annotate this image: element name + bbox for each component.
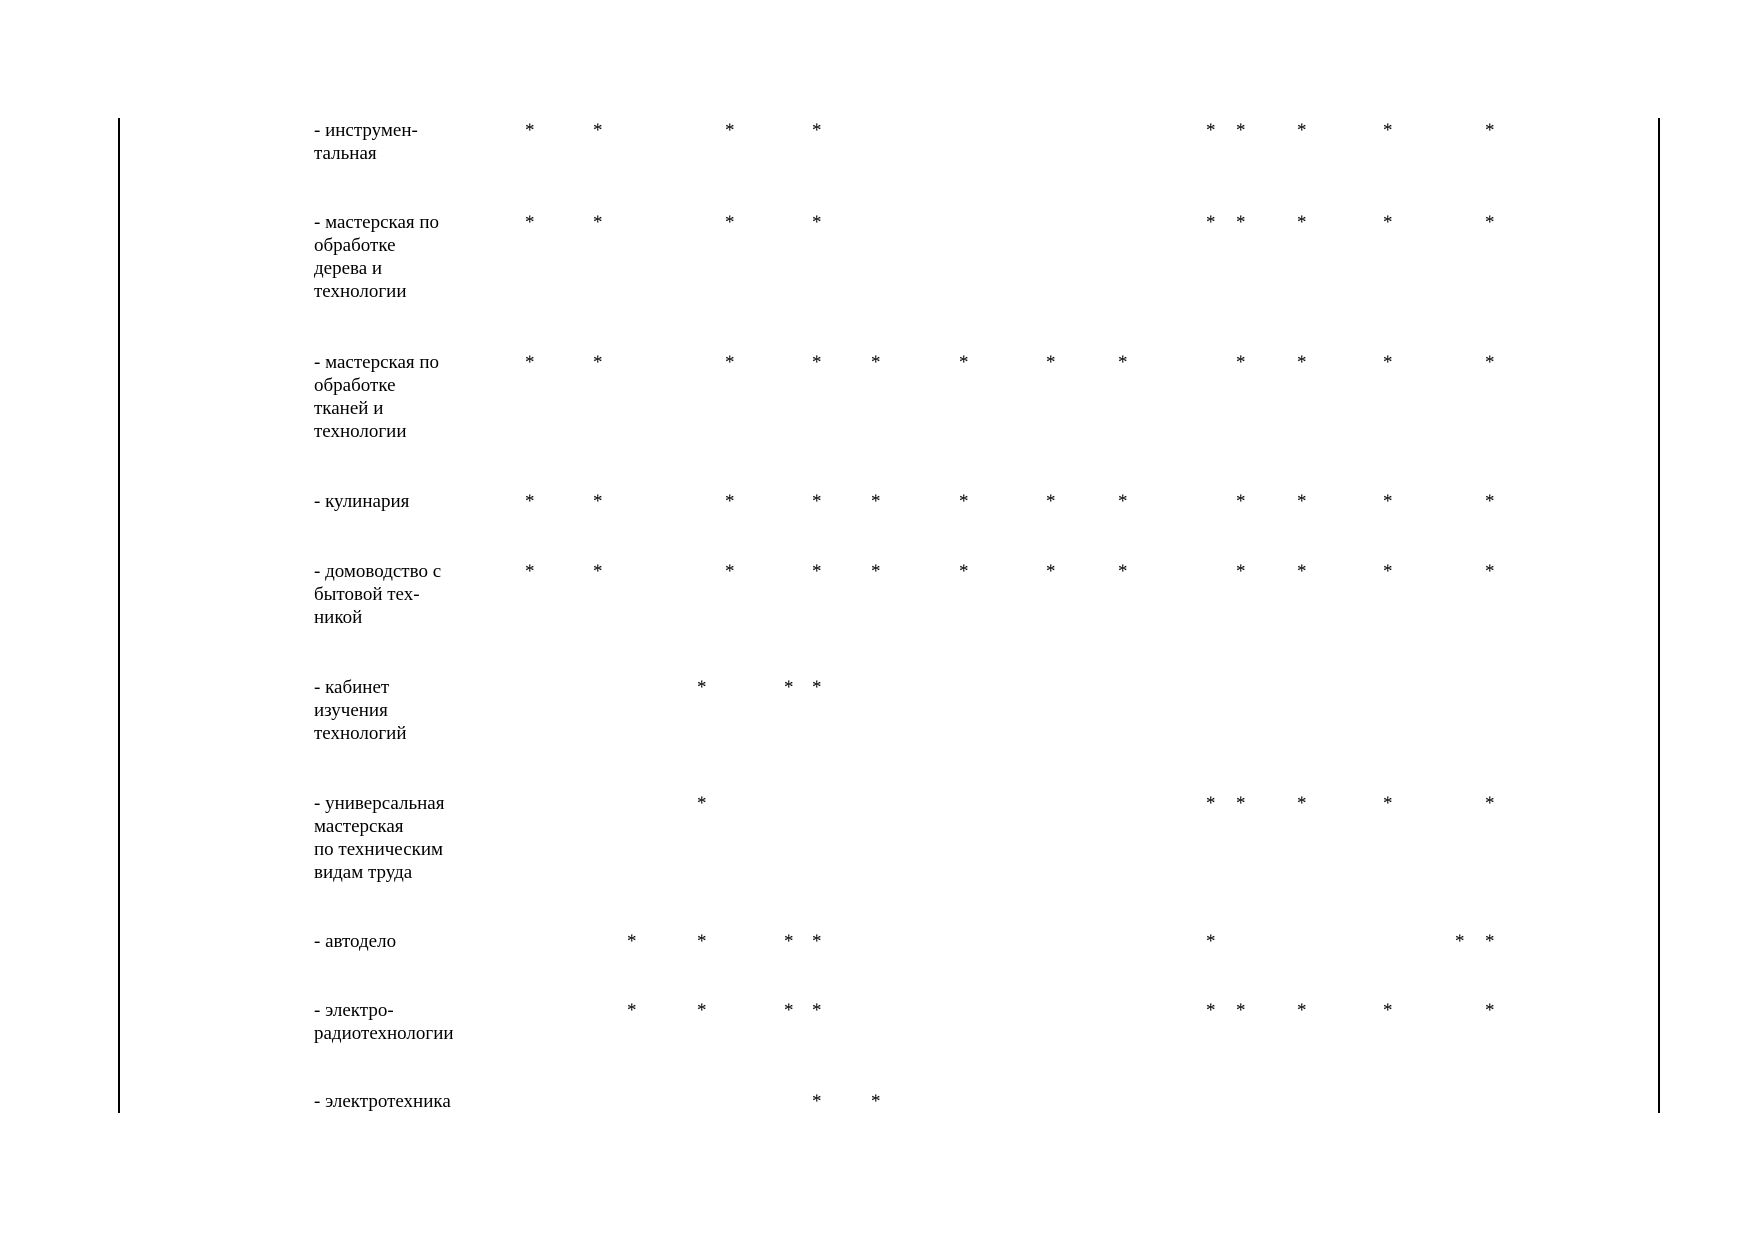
table-cell-mark: * (1046, 491, 1056, 512)
table-cell-mark: * (812, 491, 822, 512)
row-label: - кулинария (314, 491, 410, 512)
table-cell-mark: * (1118, 352, 1128, 373)
table-cell-mark: * (812, 1091, 822, 1112)
table-cell-mark: * (1485, 352, 1495, 373)
table-cell-mark: * (1485, 212, 1495, 233)
table-cell-mark: * (1383, 1000, 1393, 1021)
table-cell-mark: * (959, 561, 969, 582)
row-label: - электро- радиотехнологии (314, 1000, 454, 1044)
table-cell-mark: * (1236, 352, 1246, 373)
table-cell-mark: * (593, 120, 603, 141)
table-cell-mark: * (1455, 931, 1465, 952)
table-cell-mark: * (593, 212, 603, 233)
table-cell-mark: * (1383, 212, 1393, 233)
table-cell-mark: * (725, 120, 735, 141)
row-label: - автодело (314, 931, 397, 952)
table-cell-mark: * (525, 120, 535, 141)
table-cell-mark: * (871, 1091, 881, 1112)
table-cell-mark: * (697, 931, 707, 952)
table-cell-mark: * (627, 1000, 637, 1021)
table-cell-mark: * (627, 931, 637, 952)
right-border-rule (1658, 118, 1660, 1113)
table-cell-mark: * (593, 352, 603, 373)
table-cell-mark: * (1236, 1000, 1246, 1021)
table-cell-mark: * (1383, 793, 1393, 814)
table-cell-mark: * (1206, 120, 1216, 141)
table-cell-mark: * (1118, 561, 1128, 582)
table-cell-mark: * (697, 793, 707, 814)
table-cell-mark: * (1236, 212, 1246, 233)
table-cell-mark: * (1236, 793, 1246, 814)
table-cell-mark: * (812, 120, 822, 141)
row-label: - мастерская по обработке тканей и технологии (314, 352, 440, 442)
table-cell-mark: * (725, 491, 735, 512)
table-cell-mark: * (1236, 120, 1246, 141)
table-cell-mark: * (784, 1000, 794, 1021)
table-cell-mark: * (1485, 1000, 1495, 1021)
table-cell-mark: * (959, 352, 969, 373)
table-cell-mark: * (1206, 1000, 1216, 1021)
table-cell-mark: * (812, 677, 822, 698)
table-cell-mark: * (1485, 491, 1495, 512)
table-cell-mark: * (1297, 561, 1307, 582)
table-cell-mark: * (871, 491, 881, 512)
row-label: - домоводство с бытовой тех- никой (314, 561, 442, 628)
table-cell-mark: * (593, 491, 603, 512)
table-cell-mark: * (697, 677, 707, 698)
table-cell-mark: * (1046, 561, 1056, 582)
row-label: - универсальная мастерская по техническим видам труда (314, 793, 445, 883)
table-cell-mark: * (1383, 561, 1393, 582)
table-cell-mark: * (525, 491, 535, 512)
table-cell-mark: * (812, 931, 822, 952)
table-cell-mark: * (1485, 561, 1495, 582)
table-cell-mark: * (959, 491, 969, 512)
table-cell-mark: * (1118, 491, 1128, 512)
table-cell-mark: * (1206, 931, 1216, 952)
table-cell-mark: * (1297, 1000, 1307, 1021)
table-cell-mark: * (1383, 491, 1393, 512)
table-cell-mark: * (1297, 352, 1307, 373)
table-cell-mark: * (812, 561, 822, 582)
table-cell-mark: * (525, 352, 535, 373)
table-cell-mark: * (1206, 793, 1216, 814)
row-label: - кабинет изучения технологий (314, 677, 407, 744)
left-border-rule (118, 118, 120, 1113)
table-cell-mark: * (725, 212, 735, 233)
table-cell-mark: * (525, 212, 535, 233)
table-cell-mark: * (812, 212, 822, 233)
table-cell-mark: * (697, 1000, 707, 1021)
table-cell-mark: * (1485, 931, 1495, 952)
table-cell-mark: * (1485, 793, 1495, 814)
row-label: - инструмен- тальная (314, 120, 418, 164)
row-label: - мастерская по обработке дерева и технологии (314, 212, 440, 302)
table-cell-mark: * (1383, 352, 1393, 373)
table-cell-mark: * (1236, 561, 1246, 582)
table-cell-mark: * (871, 352, 881, 373)
table-cell-mark: * (1297, 212, 1307, 233)
table-cell-mark: * (1236, 491, 1246, 512)
table-cell-mark: * (784, 931, 794, 952)
table-cell-mark: * (1297, 120, 1307, 141)
table-cell-mark: * (525, 561, 535, 582)
table-cell-mark: * (784, 677, 794, 698)
table-cell-mark: * (1383, 120, 1393, 141)
table-cell-mark: * (812, 352, 822, 373)
table-cell-mark: * (1297, 793, 1307, 814)
table-cell-mark: * (593, 561, 603, 582)
table-cell-mark: * (871, 561, 881, 582)
table-cell-mark: * (1206, 212, 1216, 233)
table-cell-mark: * (725, 561, 735, 582)
table-cell-mark: * (1046, 352, 1056, 373)
row-label: - электротехника (314, 1091, 451, 1112)
table-cell-mark: * (1297, 491, 1307, 512)
table-cell-mark: * (812, 1000, 822, 1021)
table-cell-mark: * (1485, 120, 1495, 141)
table-cell-mark: * (725, 352, 735, 373)
